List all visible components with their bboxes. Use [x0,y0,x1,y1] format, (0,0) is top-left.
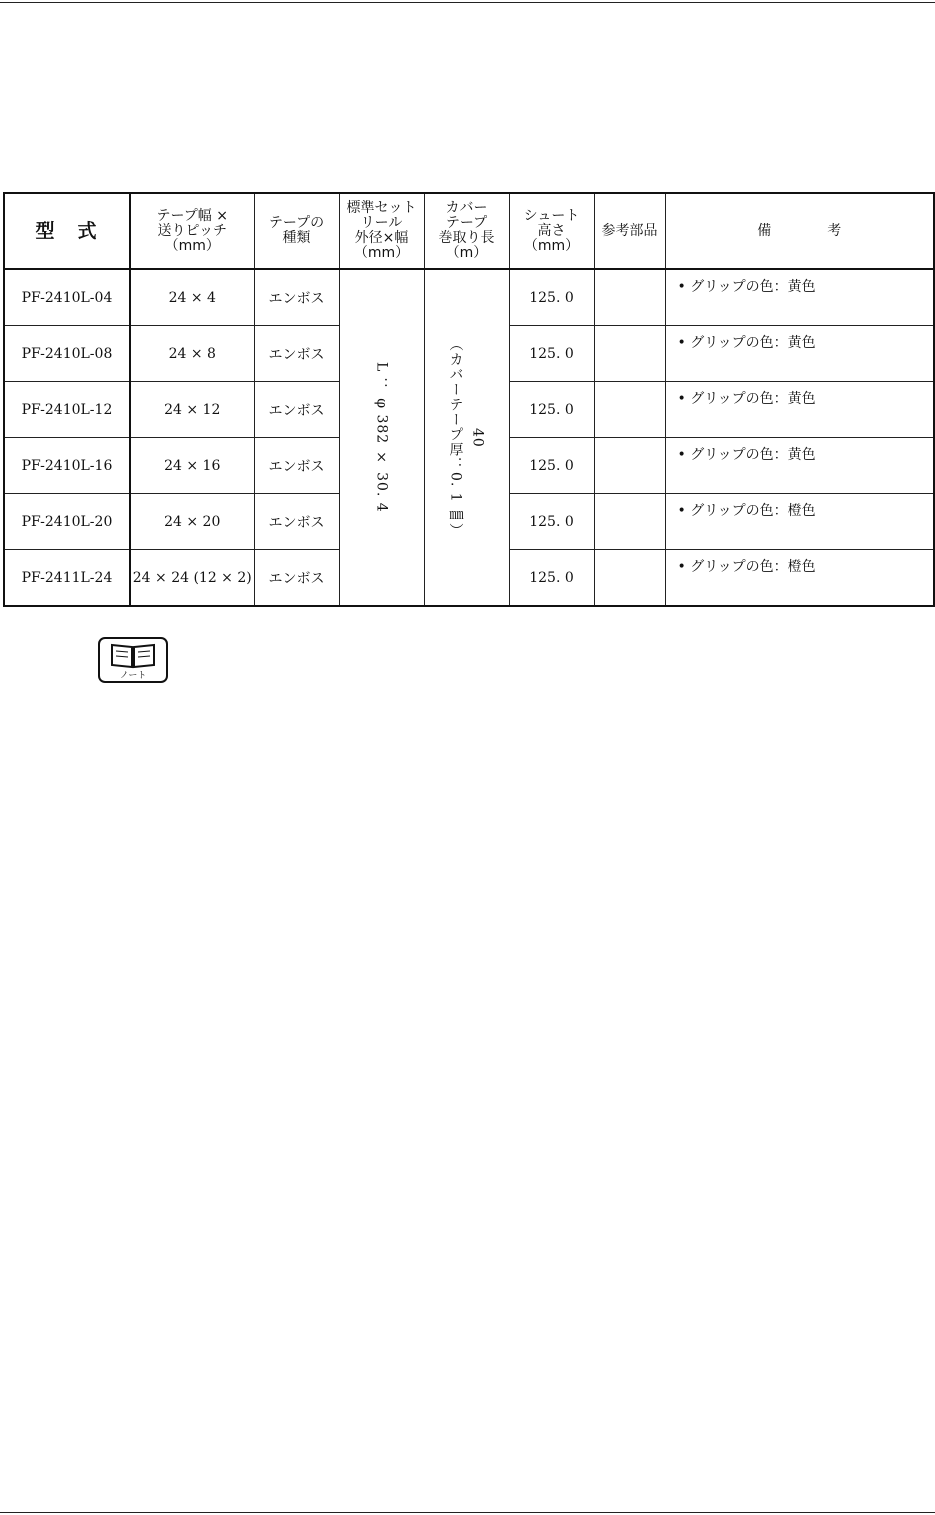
header-line: （m） [445,245,488,261]
cell-model: PF-2410L-04 [4,269,130,326]
cell-remark: • グリップの色：黄色 [665,269,934,326]
cell-remark: • グリップの色：黄色 [665,382,934,438]
cell-tape: 24 × 20 [130,494,254,550]
cell-parts [594,550,665,607]
footer-rule [0,1512,935,1513]
cell-tape: 24 × 24 (12 × 2) [130,550,254,607]
cell-parts [594,269,665,326]
cell-parts [594,382,665,438]
header-line: （mm） [353,245,410,261]
header-line: シュート [523,207,580,224]
cell-parts [594,438,665,494]
cell-parts [594,326,665,382]
header-cover-tape [424,193,509,269]
cell-tape: 24 × 4 [130,269,254,326]
cell-type: エンボス [254,494,339,550]
header-reel [339,193,424,269]
header-row [4,193,934,269]
cell-type: エンボス [254,326,339,382]
cover-thickness: （カバーテープ厚：0. 1 ㎜） [447,336,464,539]
header-line: テープの [268,215,325,231]
cell-chute: 125. 0 [509,269,594,326]
header-line: テープ幅 × [156,207,228,224]
cell-chute: 125. 0 [509,326,594,382]
note-label: ノート [119,671,147,681]
cell-tape: 24 × 8 [130,326,254,382]
cell-model: PF-2410L-12 [4,382,130,438]
header-line: （mm） [523,237,580,254]
spec-table [3,192,935,607]
cell-type: エンボス [254,550,339,607]
header-line: （mm） [164,237,220,254]
header-parts: 参考部品 [594,193,665,269]
cell-cover-merged [424,269,509,606]
cell-reel-merged [339,269,424,606]
header-line: 送りピッチ [157,222,227,239]
cell-tape: 24 × 16 [130,438,254,494]
header-line: テープ [445,215,488,231]
header-rule [0,2,935,3]
header-chute [509,193,594,269]
cell-model: PF-2410L-20 [4,494,130,550]
cell-model: PF-2410L-16 [4,438,130,494]
cell-type: エンボス [254,382,339,438]
cell-type: エンボス [254,269,339,326]
header-line: 高さ [537,222,566,239]
cell-remark: • グリップの色：黄色 [665,326,934,382]
book-icon [98,637,168,683]
header-remarks: 備 考 [665,193,934,269]
header-line: 種類 [282,230,311,246]
cell-chute: 125. 0 [509,550,594,607]
header-line: 標準セット [346,200,417,216]
header-tape-type [254,193,339,269]
cell-chute: 125. 0 [509,494,594,550]
cell-parts [594,494,665,550]
cell-type: エンボス [254,438,339,494]
cell-model: PF-2411L-24 [4,550,130,607]
cell-chute: 125. 0 [509,438,594,494]
reel-value: L ： φ 382 × 30. 4 [373,362,390,513]
header-model: 型 式 [4,193,130,269]
cell-remark: • グリップの色：黄色 [665,438,934,494]
header-tape-width [130,193,254,269]
cell-tape: 24 × 12 [130,382,254,438]
header-line: カバー [445,200,488,216]
table-row [4,269,934,326]
header-line: リール [360,215,403,231]
cell-chute: 125. 0 [509,382,594,438]
cell-remark: • グリップの色：橙色 [665,550,934,607]
cell-model: PF-2410L-08 [4,326,130,382]
header-line: 外径×幅 [354,230,409,246]
cover-length: 40 [469,427,486,448]
header-line: 巻取り長 [438,230,495,246]
cell-remark: • グリップの色：橙色 [665,494,934,550]
